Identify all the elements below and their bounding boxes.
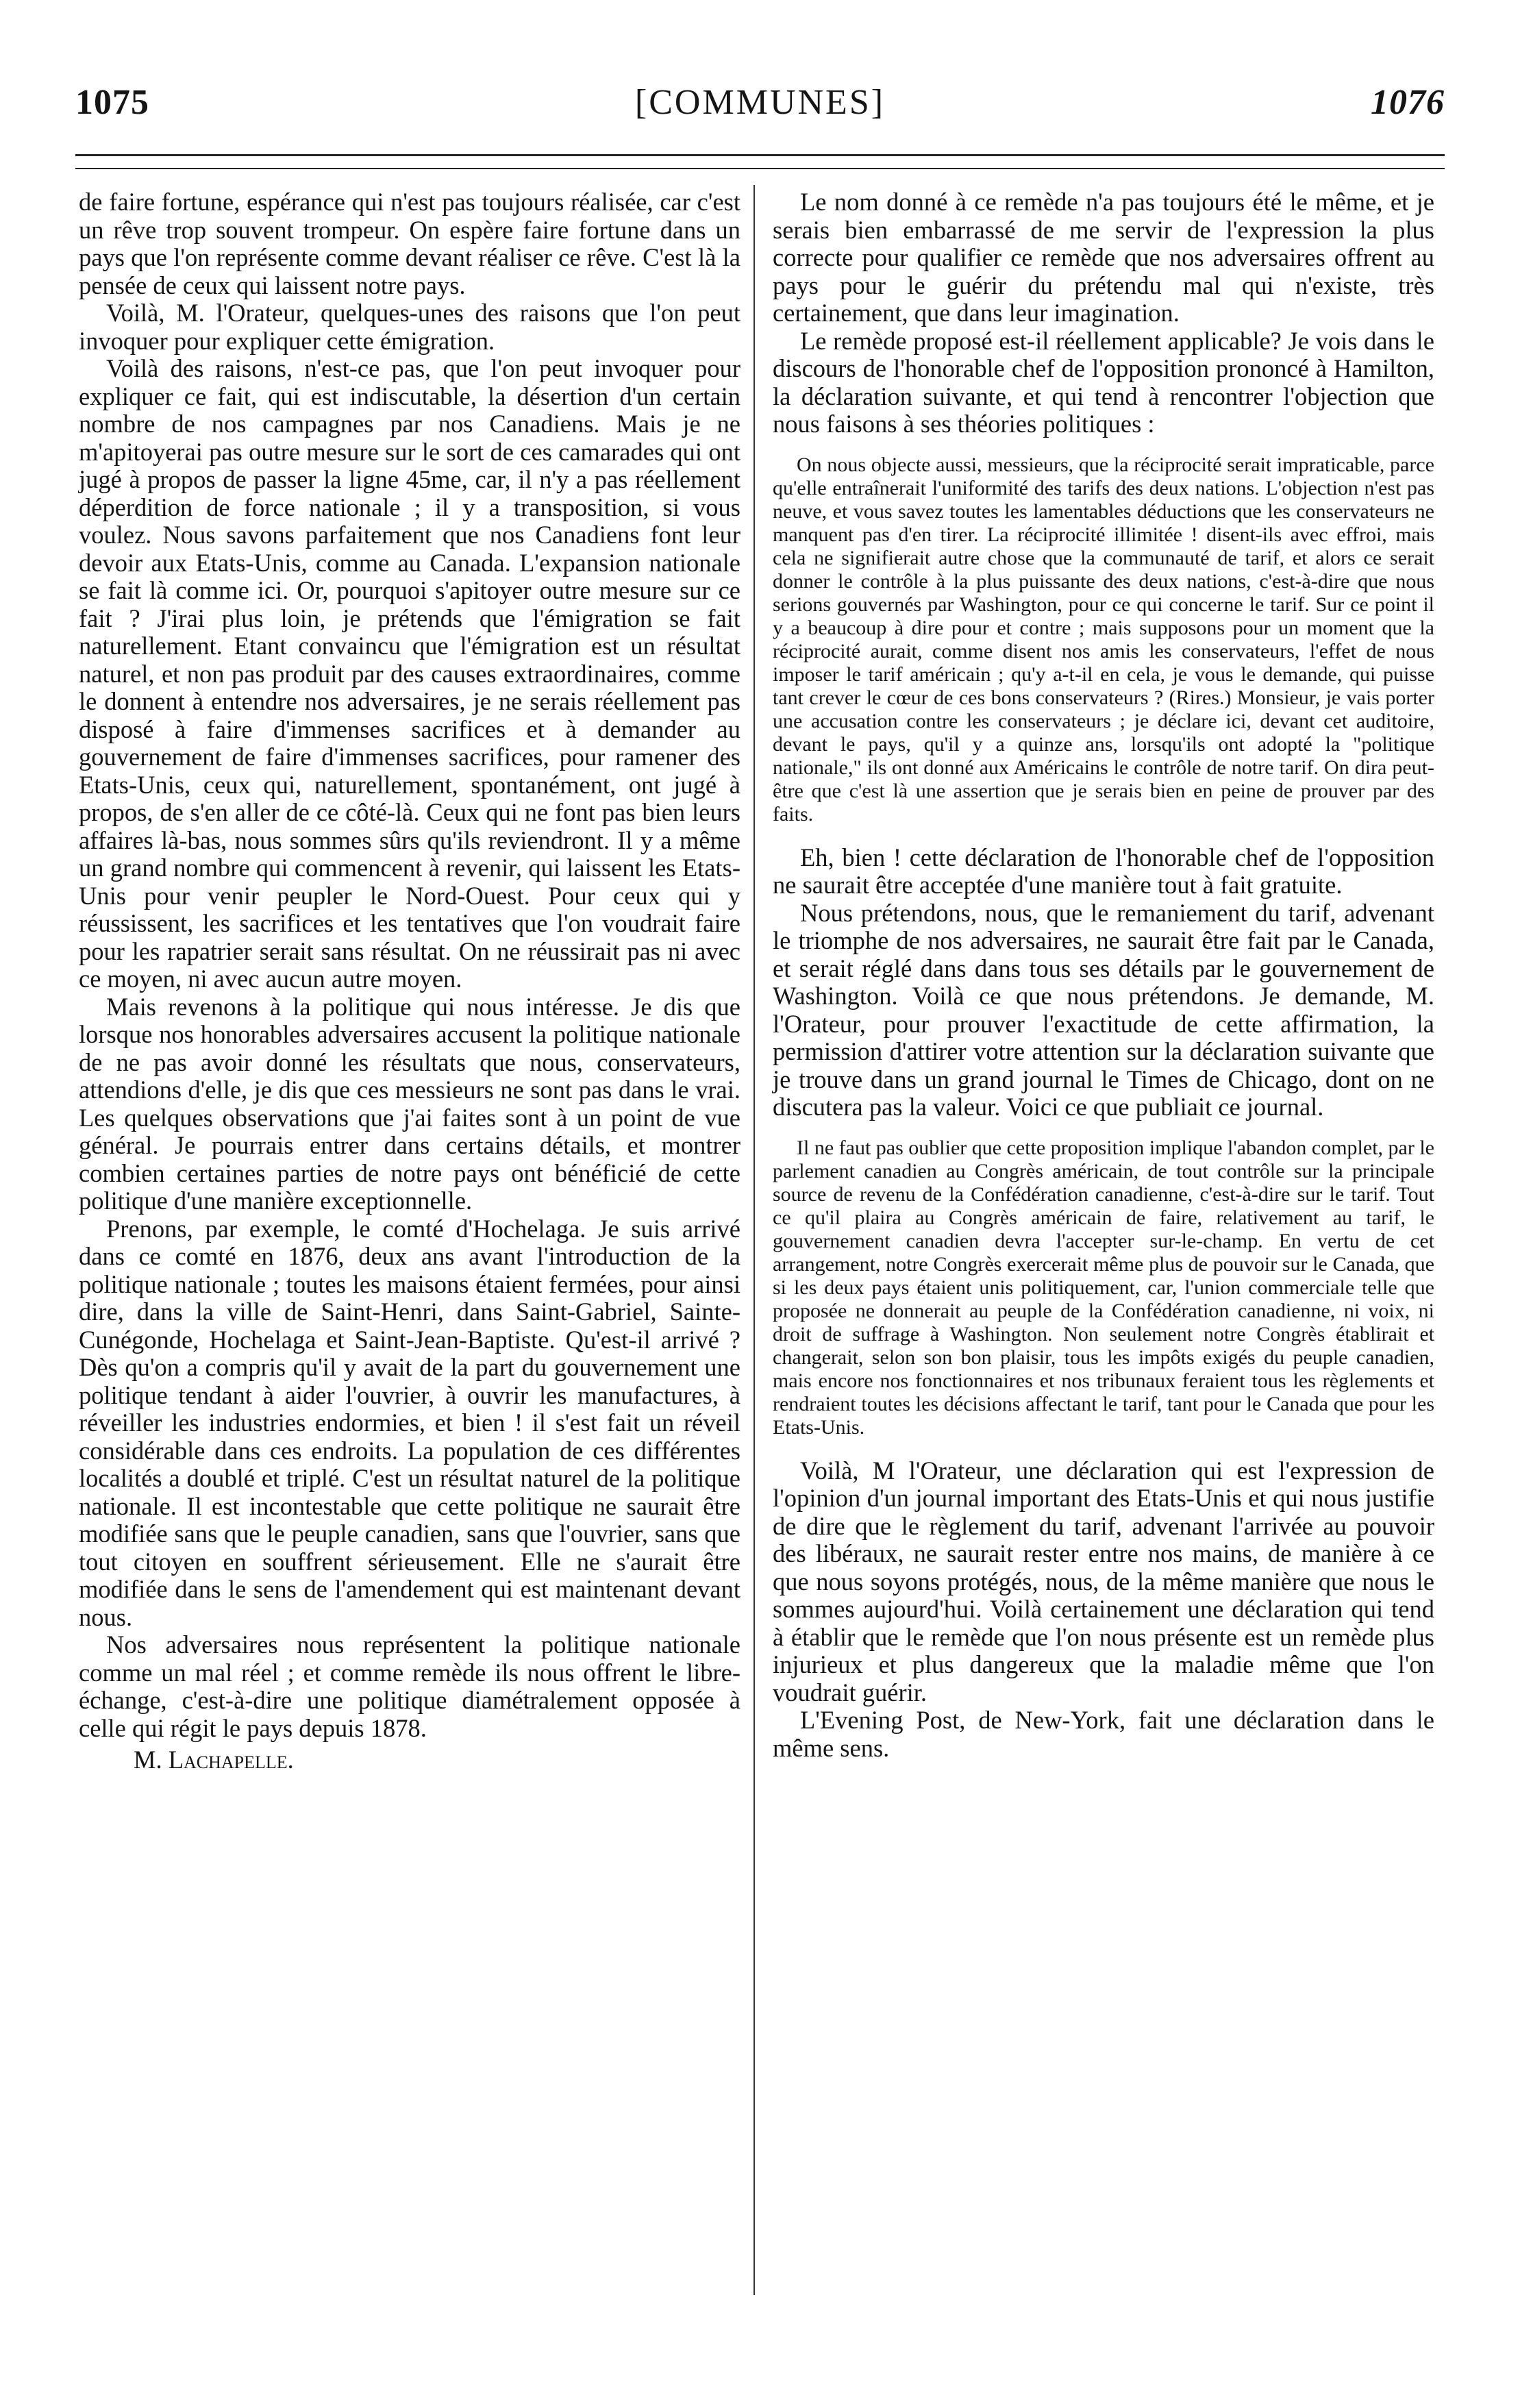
running-title: [COMMUNES] [634,83,886,122]
paragraph: Eh, bien ! cette déclaration de l'honorable chef de l'opposition ne saurait être acceptée d'une manière tout à fait gratuite. [773,843,1434,899]
paragraph: L'Evening Post, de New-York, fait une déclaration dans le même sens. [773,1706,1434,1762]
paragraph: Voilà, M. l'Orateur, quelques-unes des raisons que l'on peut invoquer pour expliquer cette émigration. [79,299,740,355]
paragraph: de faire fortune, espérance qui n'est pas toujours réalisée, car c'est un rêve trop souvent trompeur. On espère faire fortune dans un pays que l'on représente comme devant réaliser ce rêve. C'est là la pensée de ceux qui laissent notre pays. [79,188,740,299]
page-number-right: 1076 [1371,83,1445,122]
column-divider [753,185,755,2295]
right-column [773,188,1434,1762]
paragraph: Le nom donné à ce remède n'a pas toujours été le même, et je serais bien embarrassé de me servir de l'expression la plus correcte pour qualifier ce remède que nos adversaires offrent au pays pour le guérir du prétendu mal qui n'existe, très certainement, que dans leur imagination. [773,188,1434,327]
paragraph: Mais revenons à la politique qui nous intéresse. Je dis que lorsque nos honorables adversaires accusent la politique nationale de ne pas avoir donné les résultats que nous, conservateurs, attendions d'elle, je dis que ces messieurs ne sont pas dans le vrai. Les quelques observations que j'ai faites sont à un point de vue général. Je pourrais entrer dans certains détails, et montrer combien certaines parties de notre pays ont bénéficié de cette politique d'une manière exceptionnelle. [79,992,740,1215]
quote-text: Il ne faut pas oublier que cette proposition implique l'abandon complet, par le parlement canadien au Congrès américain, de tout contrôle sur la principale source de revenu de la Confédération canadienne, c'est-à-dire sur le tarif. Tout ce qu'il plaira au Congrès américain de faire, relativement au tarif, le gouvernement canadien devra l'accepter sur-le-champ. En vertu de cet arrangement, notre Congrès exercerait même plus de pouvoir sur le Canada, que si les deux pays étaient unis politiquement, car, l'union commerciale telle que proposée ne donnerait au peuple de la Confédération canadienne, ni voix, ni droit de suffrage à Washington. Non seulement notre Congrès établirait et changerait, selon son bon plaisir, tous les impôts exigés du peuple canadien, mais encore nos fonctionnaires et nos tribunaux feraient tous les règlements et rendraient toutes les décisions affectant le tarif, tant pour le Canada que pour les Etats-Unis. [773,1136,1434,1439]
header-rule-bottom [75,168,1445,169]
left-column [79,188,740,1774]
block-quote-times [773,1137,1434,1439]
paragraph: Voilà des raisons, n'est-ce pas, que l'on peut invoquer pour expliquer ce fait, qui est indiscutable, la désertion d'un certain nombre de nos campagnes par nos Canadiens. Mais je ne m'apitoyerai pas outre mesure sur le sort de ces camarades qui ont jugé à propos de passer la ligne 45me, car, il n'y a pas réellement déperdition de force nationale ; il y a transposition, si vous voulez. Nous savons parfaitement que nos Canadiens font leur devoir aux Etats-Unis, comme au Canada. L'expansion nationale se fait là comme ici. Or, pourquoi s'apitoyer outre mesure sur ce fait ? J'irai plus loin, je prétends que l'émigration se fait naturellement. Etant convaincu que l'émigration est un résultat naturel, et non pas produit par des causes extraordinaires, comme le donnent à entendre nos adversaires, je ne serais réellement pas disposé à faire d'immenses sacrifices et à demander au gouvernement de faire d'immenses sacrifices, pour ramener des Etats-Unis, ceux qui, naturellement, spontanément, ont jugé à propos, de s'en aller de ce côté-là. Ceux qui ne font pas bien leurs affaires là-bas, nous sommes sûrs qu'ils reviendront. Il y a même un grand nombre qui commencent à revenir, qui laissent les Etats-Unis pour venir peupler le Nord-Ouest. Pour ceux qui y réussissent, les sacrifices et les tentatives que l'on voudrait faire pour les rapatrier serait sans résultat. On ne réussirait pas ni avec ce moyen, ni avec aucun autre moyen. [79,354,740,993]
page-number-left: 1075 [75,83,149,122]
paragraph: Voilà, M l'Orateur, une déclaration qui est l'expression de l'opinion d'un journal important des Etats-Unis et qui nous justifie de dire que le règlement du tarif, advenant l'arrivée au pouvoir des libéraux, ne saurait rester entre nos mains, de manière à ce que nous soyons protégés, nous, de la même manière que nous le sommes aujourd'hui. Voilà certainement une déclaration qui tend à établir que le remède que l'on nous présente est un remède plus injurieux et plus dangereux que la maladie même que l'on voudrait guérir. [773,1456,1434,1706]
header-rule-top [75,154,1445,156]
speaker-signature: M. Lachapelle. [134,1746,294,1774]
paragraph: Nos adversaires nous représentent la politique nationale comme un mal réel ; et comme remède ils nous offrent le libre-échange, c'est-à-dire une politique diamétralement opposée à celle qui régit le pays depuis 1878. [79,1630,740,1742]
paragraph: Prenons, par exemple, le comté d'Hochelaga. Je suis arrivé dans ce comté en 1876, deux ans avant l'introduction de la politique nationale ; toutes les maisons étaient fermées, pour ainsi dire, dans la ville de Saint-Henri, dans Saint-Gabriel, Sainte-Cunégonde, Hochelaga et Saint-Jean-Baptiste. Qu'est-il arrivé ? Dès qu'on a compris qu'il y avait de la part du gouvernement une politique tendant à aider l'ouvrier, à ouvrir les manufactures, à réveiller les industries endormies, et bien ! il s'est fait un réveil considérable dans ces endroits. La population de ces différentes localités a doublé et triplé. C'est un résultat naturel de la politique nationale. Il est incontestable que cette politique ne saurait être modifiée sans que le peuple canadien, sans que l'ouvrier, sans que tout citoyen en souffrent sérieusement. Elle ne s'aurait être modifiée dans le sens de l'amendement qui est maintenant devant nous. [79,1214,740,1631]
paragraph: Nous prétendons, nous, que le remaniement du tarif, advenant le triomphe de nos adversaires, ne saurait être fait par le Canada, et serait réglé dans dans tous ses détails par le gouvernement de Washington. Voilà ce que nous prétendons. Je demande, M. l'Orateur, pour prouver l'exactitude de cette affirmation, la permission d'attirer votre attention sur la déclaration suivante que je trouve dans un grand journal le Times de Chicago, dont on ne discutera pas la valeur. Voici ce que publiait ce journal. [773,898,1434,1121]
quote-text: On nous objecte aussi, messieurs, que la réciprocité serait impraticable, parce qu'elle entraînerait l'uniformité des tarifs des deux nations. L'objection n'est pas neuve, et vous savez toutes les lamentables déductions que les conservateurs ne manquent pas d'en tirer. La réciprocité illimitée ! disent-ils avec effroi, mais cela ne signifierait autre chose que la communauté de tarif, et alors ce serait donner le contrôle à la plus puissante des deux nations, c'est-à-dire que nous serions gouvernés par Washington, pour ce qui concerne le tarif. Sur ce point il y a beaucoup à dire pour et contre ; mais supposons pour un moment que la réciprocité aurait, comme disent nos amis les conservateurs, l'effet de nous imposer le tarif américain ; qu'y a-t-il en cela, je vous le demande, qui puisse tant crever le cœur de ces bons conservateurs ? (Rires.) Monsieur, je vais porter une accusation contre les conservateurs ; je déclare ici, devant cet auditoire, devant le pays, qu'il y a quinze ans, lorsqu'ils ont adopté la "politique nationale," ils ont donné aux Américains le contrôle de notre tarif. On dira peut-être que c'est là une assertion que je serais bien en peine de prouver par des faits. [773,453,1434,826]
paragraph: Le remède proposé est-il réellement applicable? Je vois dans le discours de l'honorable chef de l'opposition prononcé à Hamilton, la déclaration suivante, et qui tend à rencontrer l'objection que nous faisons à ses théories politiques : [773,326,1434,438]
page-header [75,82,1445,137]
block-quote-hamilton [773,454,1434,826]
